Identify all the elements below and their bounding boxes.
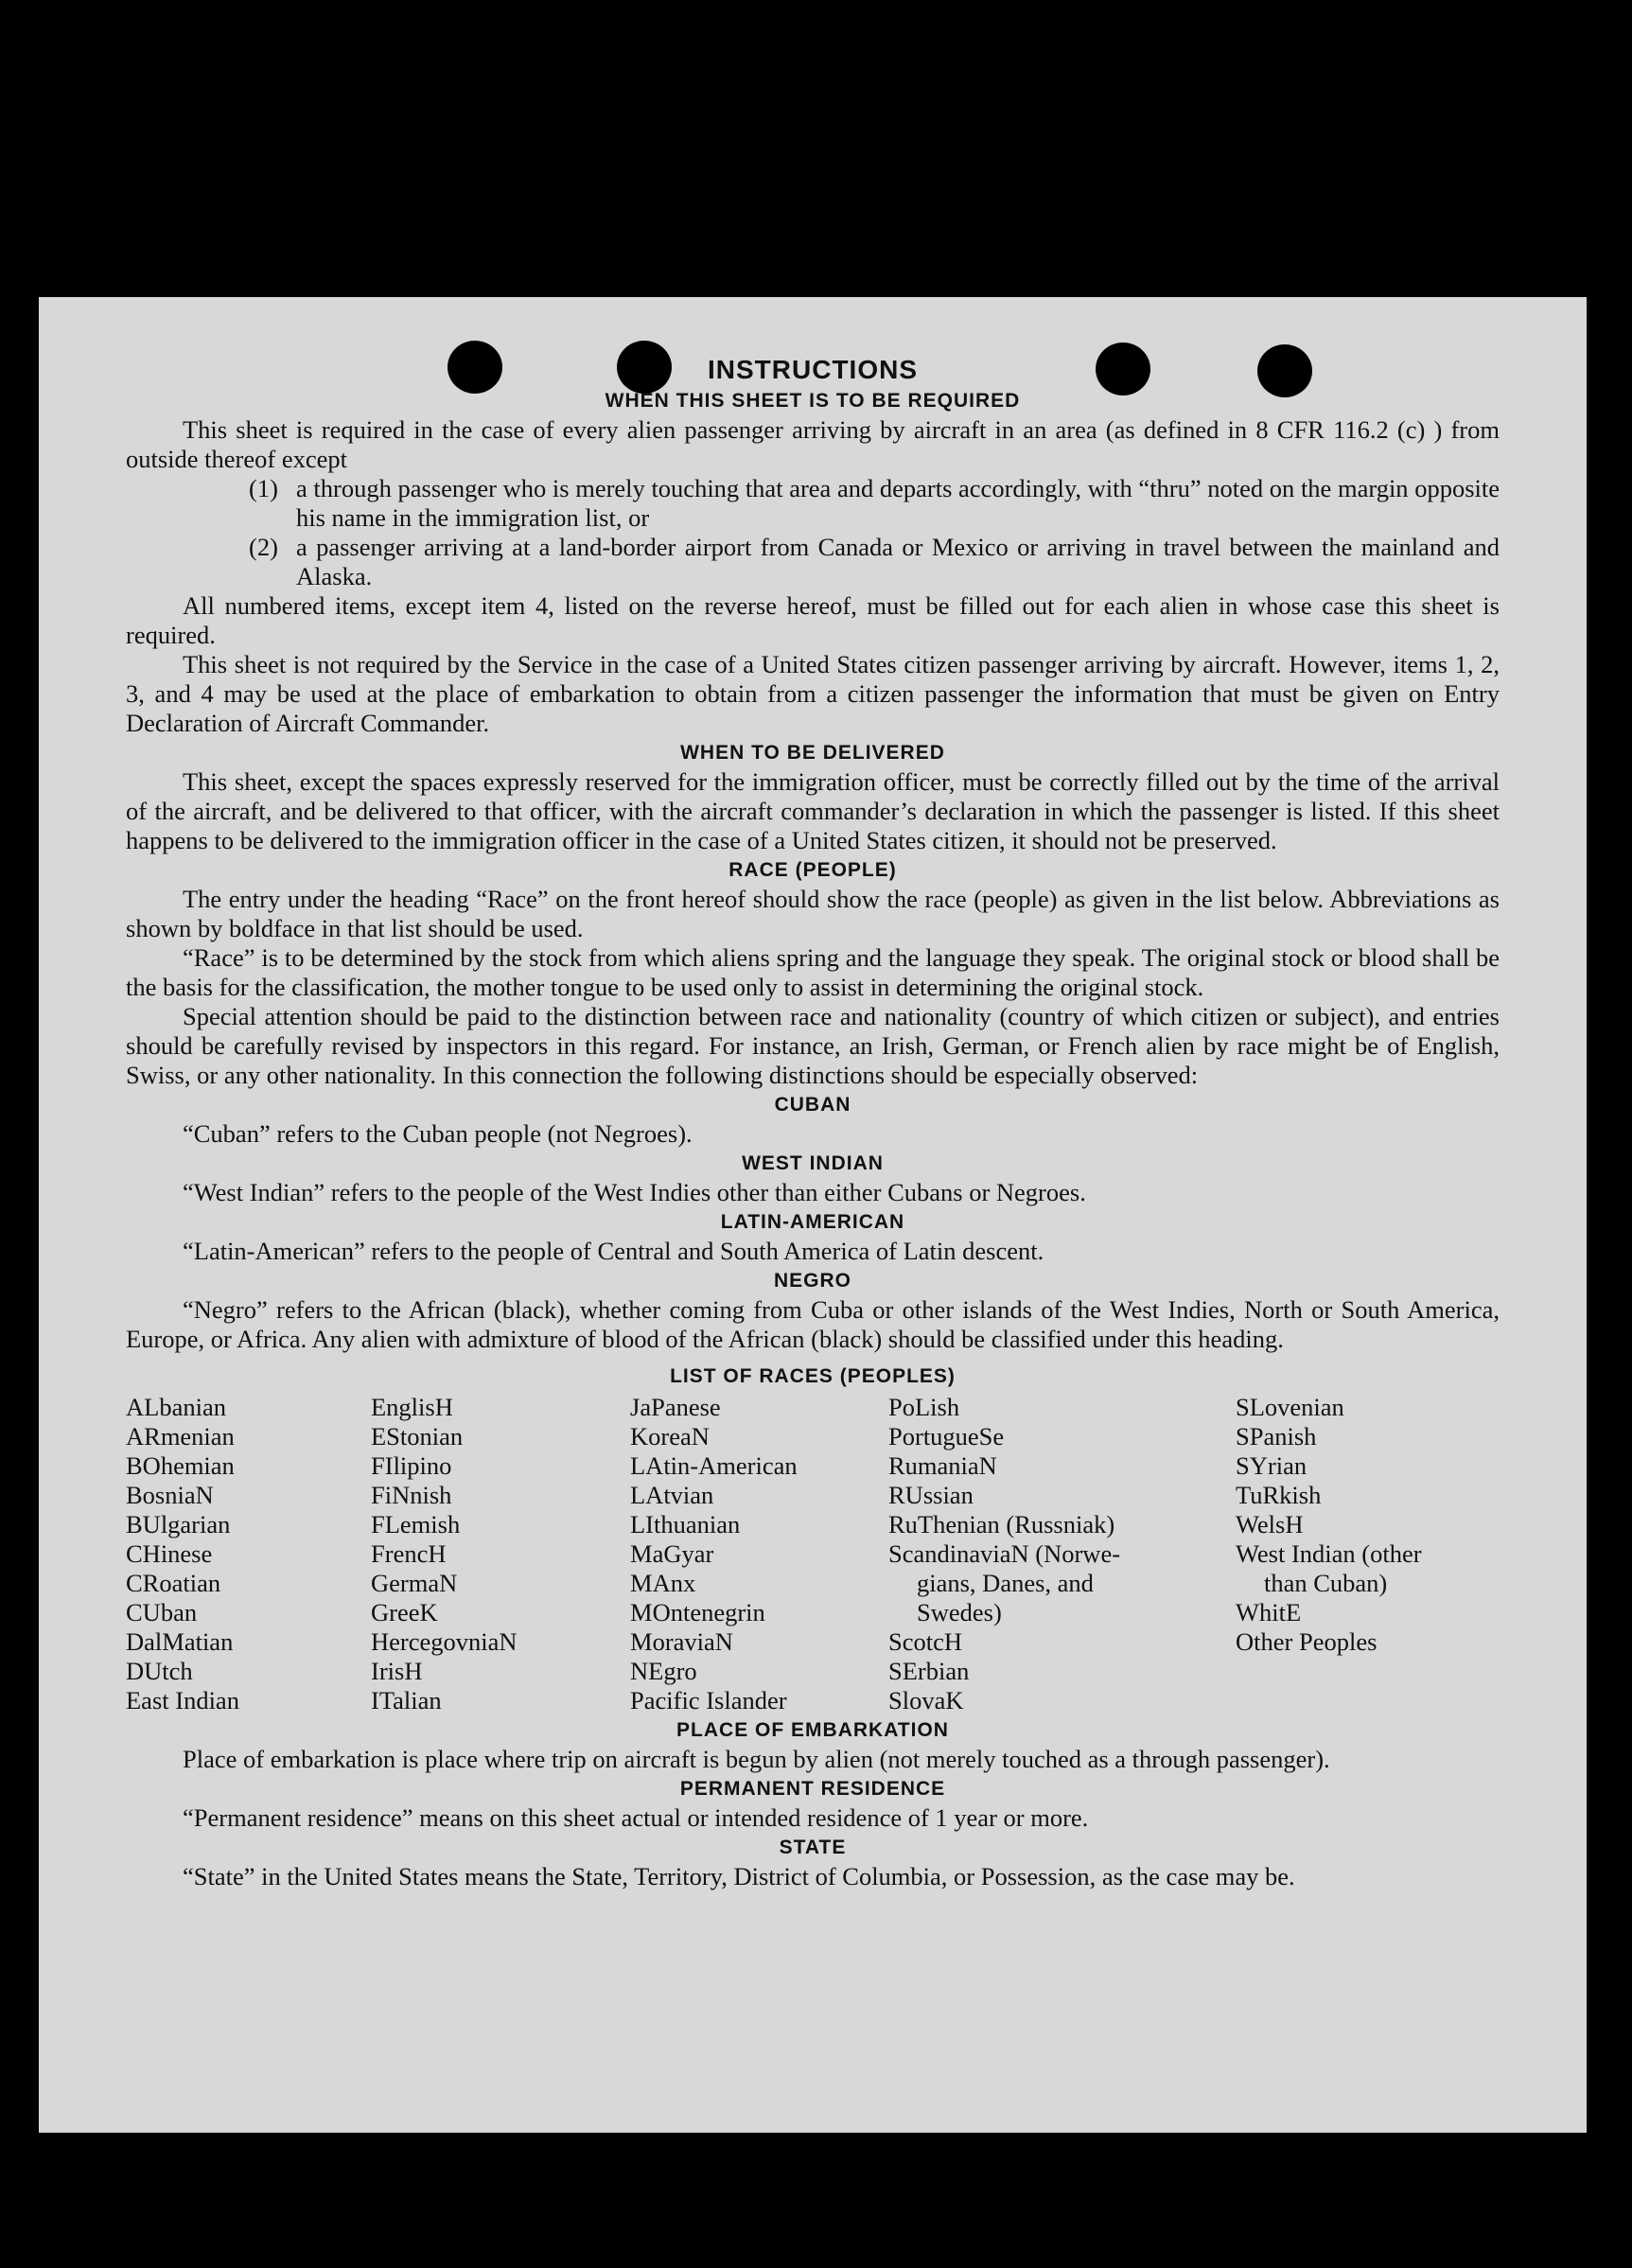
race-entry: GermaN [371,1569,458,1597]
paragraph: This sheet is required in the case of every alien passenger arriving by aircraft in an area (as defined in 8 CFR 116.2 (c) ) from outside thereof except [126,415,1500,473]
race-entry: FrencH [371,1539,447,1568]
item-text: a passenger arriving at a land-border airport from Canada or Mexico or arriving in travel between the mainland and Alaska. [296,533,1500,590]
race-entry: TuRkish [1236,1481,1322,1509]
races-column [1236,1393,1500,1715]
section-heading: LATIN-AMERICAN [720,1211,905,1233]
race-entry: PoLish [888,1393,960,1421]
race-entry: FiNnish [371,1481,452,1509]
race-entry: DalMatian [126,1627,234,1656]
race-entry: Pacific Islander [630,1686,787,1714]
paragraph: “Cuban” refers to the Cuban people (not Negroes). [183,1119,693,1148]
page-title: INSTRUCTIONS [708,355,918,384]
race-entry: Other Peoples [1236,1627,1378,1656]
race-entry: CRoatian [126,1569,221,1597]
paragraph: This sheet is not required by the Service in the case of a United States citizen passenger arriving by aircraft. However, items 1, 2, 3, and 4 may be used at the place of embarkation to obtain from a citizen passenger the information that must be given on Entry Declaration of Aircraft Commander. [126,650,1500,737]
item-text: a through passenger who is merely touching that area and departs accordingly, with “thru” noted on the margin opposite his name in the immigration list, or [296,474,1500,532]
race-entry: ScandinaviaN (Norwe- [888,1539,1121,1568]
race-entry: SYrian [1236,1451,1307,1480]
section-heading: PERMANENT RESIDENCE [679,1778,946,1800]
race-entry: MAnx [630,1569,696,1597]
paragraph: All numbered items, except item 4, listed on the reverse hereof, must be filled out for each alien in whose case this sheet is required. [126,591,1500,649]
race-entry: JaPanese [630,1393,721,1421]
race-entry: ARmenian [126,1422,235,1450]
race-entry: PortugueSe [888,1422,1005,1450]
paragraph: Special attention should be paid to the distinction between race and nationality (country of which citizen or subject), and entries should be carefully revised by inspectors in this regard. For instance, an Irish, German, or French alien by race might be of English, Swiss, or any other nationality. In this connection the following distinctions should be especially observed: [126,1002,1500,1089]
item-number: (2) [249,533,278,561]
race-entry: DUtch [126,1657,193,1685]
paragraph: “Permanent residence” means on this sheet actual or intended residence of 1 year or more. [183,1803,1089,1832]
races-column [630,1393,888,1715]
races-column [888,1393,1236,1715]
race-entry: EnglisH [371,1393,453,1421]
section-heading: LIST OF RACES (PEOPLES) [670,1365,956,1387]
race-entry: CHinese [126,1539,213,1568]
race-entry: MoraviaN [630,1627,733,1656]
section-heading: PLACE OF EMBARKATION [676,1719,949,1741]
section-heading: WHEN THIS SHEET IS TO BE REQUIRED [605,390,1021,412]
item-number: (1) [249,474,278,502]
instruction-sheet [39,297,1587,2133]
race-entry: WhitE [1236,1598,1302,1626]
race-entry: West Indian (other [1236,1539,1422,1568]
race-entry: CUban [126,1598,198,1626]
section-heading: WEST INDIAN [742,1152,884,1174]
race-entry: East Indian [126,1686,239,1714]
race-entry: SLovenian [1236,1393,1344,1421]
sheet-content [126,354,1500,1891]
paragraph: “Race” is to be determined by the stock from which aliens spring and the language they speak. The original stock or blood shall be the basis for the classification, the mother tongue to be used only to assist in determining the original stock. [126,943,1500,1001]
race-entry-continued: Swedes) [917,1598,1002,1626]
race-entry: RumaniaN [888,1451,997,1480]
race-entry: IrisH [371,1657,423,1685]
races-column [371,1393,630,1715]
races-column [126,1393,371,1715]
race-entry: ITalian [371,1686,442,1714]
race-entry: SErbian [888,1657,970,1685]
race-entry: BosniaN [126,1481,214,1509]
race-entry: KoreaN [630,1422,710,1450]
paragraph: “Negro” refers to the African (black), whether coming from Cuba or other islands of the West Indies, North or South America, Europe, or Africa. Any alien with admixture of blood of the African (black) should be classified under this heading. [126,1295,1500,1353]
race-entry: EStonian [371,1422,464,1450]
section-heading: RACE (PEOPLE) [728,859,897,881]
race-entry: LAtvian [630,1481,714,1509]
section-heading: WHEN TO BE DELIVERED [680,742,945,764]
races-list [126,1393,1500,1715]
race-entry: MaGyar [630,1539,714,1568]
race-entry: FIlipino [371,1451,452,1480]
race-entry: FLemish [371,1510,461,1538]
race-entry: HercegovniaN [371,1627,518,1656]
section-heading: STATE [779,1837,847,1858]
race-entry: ScotcH [888,1627,963,1656]
race-entry: WelsH [1236,1510,1304,1538]
race-entry: RuThenian (Russniak) [888,1510,1115,1538]
race-entry: NEgro [630,1657,697,1685]
paragraph: This sheet, except the spaces expressly reserved for the immigration officer, must be correctly filled out by the time of the arrival of the aircraft, and be delivered to that officer, with the aircraft commander’s declaration in which the passenger is listed. If this sheet happens to be delivered to the immigration officer in the case of a United States citizen, it should not be preserved. [126,767,1500,854]
section-heading: NEGRO [773,1270,851,1292]
section-heading: CUBAN [774,1094,851,1116]
paragraph: Place of embarkation is place where trip on aircraft is begun by alien (not merely touched as a through passenger). [183,1745,1330,1773]
race-entry: BUlgarian [126,1510,231,1538]
race-entry-continued: than Cuban) [1264,1569,1388,1597]
race-entry: MOntenegrin [630,1598,765,1626]
race-entry: LAtin-American [630,1451,798,1480]
paragraph: “West Indian” refers to the people of the West Indies other than either Cubans or Negroes. [183,1178,1086,1206]
paragraph: “Latin-American” refers to the people of Central and South America of Latin descent. [183,1237,1044,1265]
race-entry: SlovaK [888,1686,964,1714]
race-entry: GreeK [371,1598,438,1626]
paragraph: The entry under the heading “Race” on the front hereof should show the race (people) as given in the list below. Abbreviations as shown by boldface in that list should be used. [126,885,1500,942]
race-entry: RUssian [888,1481,974,1509]
race-entry-continued: gians, Danes, and [917,1569,1094,1597]
list-item [249,533,1500,591]
list-item [249,474,1500,533]
race-entry: SPanish [1236,1422,1317,1450]
race-entry: LIthuanian [630,1510,741,1538]
paragraph: “State” in the United States means the State, Territory, District of Columbia, or Possession, as the case may be. [183,1862,1295,1890]
race-entry: ALbanian [126,1393,226,1421]
race-entry: BOhemian [126,1451,235,1480]
